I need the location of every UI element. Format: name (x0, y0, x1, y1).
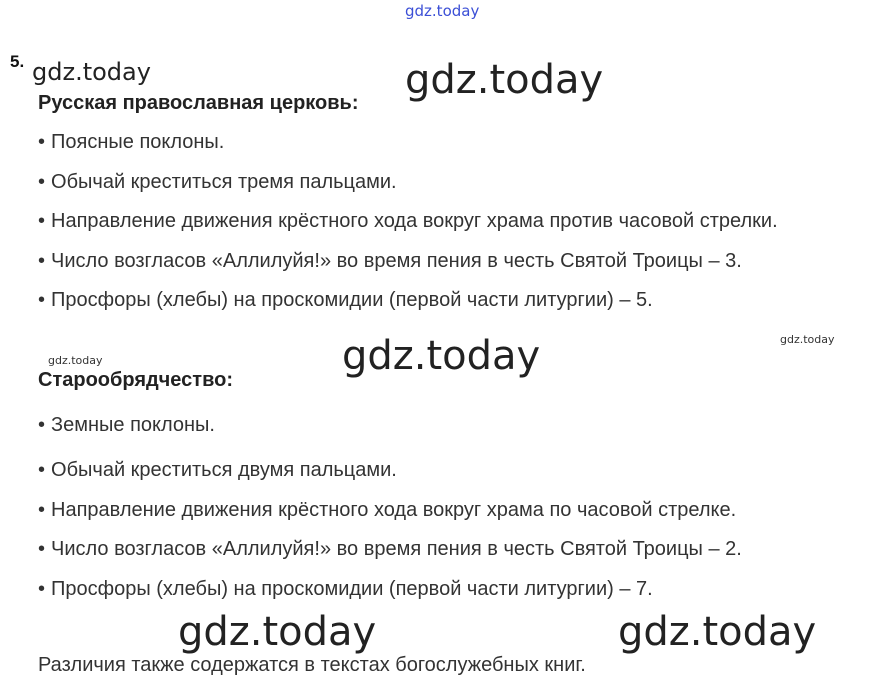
closing-paragraph: Различия также содержатся в текстах богослужебных книг. (38, 654, 586, 676)
watermark-large-bottom-right: gdz.today (618, 609, 817, 655)
heading-old-belief: Старообрядчество: (38, 369, 233, 391)
list-item-text: Просфоры (хлебы) на проскомидии (первой части литургии) – 7. (51, 578, 653, 600)
list-item (38, 499, 736, 522)
task-number: 5. (10, 52, 25, 71)
bullet: • (38, 499, 46, 521)
watermark-large-bottom-left: gdz.today (178, 609, 377, 655)
list-item-text: Земные поклоны. (51, 414, 215, 436)
watermark-left: gdz.today (32, 58, 151, 86)
list-item (38, 171, 397, 194)
list-item (38, 289, 653, 312)
watermark-top: gdz.today (405, 2, 480, 20)
watermark-small-left: gdz.today (48, 354, 103, 367)
watermark-large-middle: gdz.today (342, 333, 541, 379)
list-item (38, 578, 653, 601)
bullet: • (38, 414, 46, 436)
list-item-text: Обычай креститься тремя пальцами. (51, 171, 397, 193)
list-item-text: Поясные поклоны. (51, 131, 225, 153)
watermark-small-right: gdz.today (780, 333, 835, 346)
bullet: • (38, 289, 46, 311)
list-item (38, 459, 397, 482)
bullet: • (38, 459, 46, 481)
list-item-text: Направление движения крёстного хода вокруг храма против часовой стрелки. (51, 210, 778, 232)
list-item (38, 131, 224, 154)
list-item (38, 414, 215, 437)
bullet: • (38, 538, 46, 560)
list-item-text: Число возгласов «Аллилуйя!» во время пения в честь Святой Троицы – 3. (51, 250, 742, 272)
watermark-large-top: gdz.today (405, 57, 604, 103)
heading-orthodox-church: Русская православная церковь: (38, 92, 359, 114)
list-item (38, 210, 778, 233)
list-item-text: Просфоры (хлебы) на проскомидии (первой части литургии) – 5. (51, 289, 653, 311)
bullet: • (38, 131, 46, 153)
bullet: • (38, 578, 46, 600)
bullet: • (38, 210, 46, 232)
list-item-text: Обычай креститься двумя пальцами. (51, 459, 397, 481)
list-item-text: Направление движения крёстного хода вокруг храма по часовой стрелке. (51, 499, 737, 521)
list-item (38, 250, 742, 273)
list-item (38, 538, 742, 561)
bullet: • (38, 171, 46, 193)
bullet: • (38, 250, 46, 272)
list-item-text: Число возгласов «Аллилуйя!» во время пения в честь Святой Троицы – 2. (51, 538, 742, 560)
